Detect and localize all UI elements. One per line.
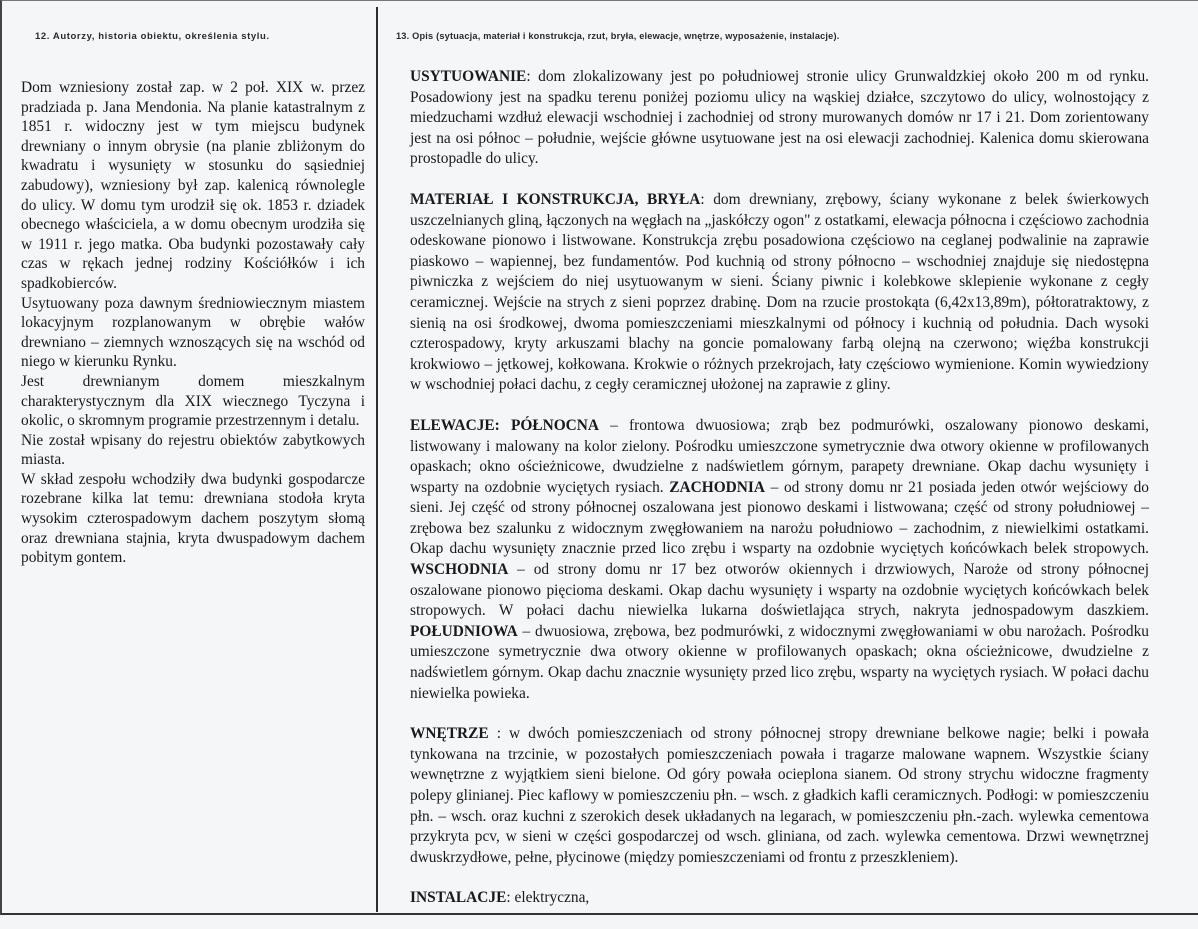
south-elevation-text: – dwuosiowa, zrębowa, bez podmurówki, z widocznymi zwęgłowaniami w obu narożach. Pośrodku umieszczone symetrycznie dwa otwory okienne w profilowanych opaskach; okna ościeżnicowe, dwudzielne z nadświetlem górnym. Okap dachu znacznie wysunięty przed lico zrębu, wsparty na wyciętych rysiach. W połaci dachu niewielka powieka. [410, 622, 1149, 702]
section-13-header: 13. Opis (sytuacja, materiał i konstrukcja, rzut, bryła, elewacje, wnętrze, wyposażenie, instalacje). [396, 31, 840, 41]
section-usytuowanie [410, 67, 1149, 170]
section-material [410, 190, 1149, 396]
section-instalacje [410, 888, 1149, 909]
elewacje-label: ELEWACJE: [410, 416, 500, 434]
history-paragraph: Jest drewnianym domem mieszkalnym charakterystycznym dla XIX wiecznego Tyczyna i okolic, o skromnym programie przestrzennym i detalu. [21, 372, 365, 430]
description-column [410, 67, 1149, 929]
usytuowanie-text: : dom zlokalizowany jest po południowej stronie ulicy Grunwaldzkiej około 200 m od rynku. Posadowiony jest na spadku terenu poniżej poziomu ulicy na wąskiej działce, szczytowo do ulicy, wolnostojący z miedzuchami wzdłuż elewacji wschodniej i zachodniej od strony murowanych domów nr 17 i 21. Dom zorientowany jest na osi północ – południe, wejście główne usytuowane jest na osi elewacji zachodniej. Kalenica domu skierowana prostopadle do ulicy. [410, 68, 1149, 168]
north-elevation-label: PÓŁNOCNA [510, 416, 600, 434]
usytuowanie-label: USYTUOWANIE [410, 68, 527, 85]
history-paragraph: W skład zespołu wchodziły dwa budynki gospodarcze rozebrane kilka lat temu: drewniana stodoła kryta wysokim czterospadowym dachem poszytym słomą oraz drewniana stajnia, kryta dwuspadowym dachem pobitym gontem. [21, 470, 365, 567]
wnetrze-text: : w dwóch pomieszczeniach od strony północnej stropy drewniane belkowe nagie; belki i powała tynkowana na trzcinie, w pozostałych pomieszczeniach powała i tragarze malowane wapnem. Wszystkie ściany wewnętrzne z wyjątkiem sieni bielone. Od góry powała ocieplona sianem. Od strony strychu widoczne fragmenty polepy glinianej. Piec kaflowy w pomieszczeniu płn. – wsch. z gładkich kafli ceramicznych. Podłogi: w pomieszczeniu płn. – wsch. oraz kuchni z szerokich desek układanych na legarach, w pomieszczeniu płn.-zach. wylewka cementowa przykryta pcv, w sieni w części gospodarczej od wsch. gliniana, od zach. wylewka cementowa. Drzwi wewnętrznej dwuskrzydłowe, pełne, płycinowe (między pomieszczeniami od frontu z przeszkleniem). [410, 725, 1149, 866]
west-elevation-label: ZACHODNIA [669, 478, 766, 496]
east-elevation-text: – od strony domu nr 17 bez otworów okiennych i drzwiowych, Naroże od strony północnej oszalowane pionowo pięcioma deskami. Okap dachu wysunięty i wsparty na ozdobnie wyciętych końcówkach belek stropowych. W połaci dachu niewielka lukarna doświetlająca strych, nakryta jednospadowym daszkiem. [410, 561, 1149, 620]
instalacje-label: INSTALACJE [410, 889, 507, 907]
history-paragraph: Dom wzniesiony został zap. w 2 poł. XIX w. przez pradziada p. Jana Mendonia. Na planie katastralnym z 1851 r. widoczny jest w tym miejscu budynek drewniany o innym obrysie (na planie zbliżonym do kwadratu i wysunięty w stosunku do sąsiedniej zabudowy), wzniesiony był zap. kalenicą równolegle do ulicy. W domu tym urodził się ok. 1853 r. dziadek obecnego właściciela, a w domu obecnym urodziła się w 1911 r. jego matka. Oba budynki pozostawały cały czas w rękach jednej rodziny Kościółków i ich spadkobierców. [21, 79, 365, 292]
history-paragraph: Usytuowany poza dawnym średniowiecznym miastem lokacyjnym rozplanowanym w obrębie wałów drewniano – ziemnych wznoszących się na wschód od niego w kierunku Rynku. [21, 294, 365, 371]
section-elewacje [410, 416, 1149, 704]
history-paragraph: Nie został wpisany do rejestru obiektów zabytkowych miasta. [21, 431, 365, 469]
south-elevation-label: POŁUDNIOWA [410, 622, 518, 640]
history-column [21, 78, 365, 568]
east-elevation-label: WSCHODNIA [410, 561, 509, 579]
material-label: MATERIAŁ I KONSTRUKCJA, BRYŁA [410, 190, 701, 208]
west-elevation-text: – od strony domu nr 21 posiada jeden otwór wejściowy do sieni. Jej część od strony północnej oszalowana jest pionowo deskami i listwowana; część od strony południowej – zrębowa bez szalunku z widocznym zwęgłowaniem na narożu południowo – zachodnim, z niewielkimi ostatkami. Okap dachu wysunięty znacznie przed lico zrębu i wsparty na ozdobnie wyciętych końcówkach belek stropowych. [410, 478, 1149, 558]
column-divider [376, 7, 378, 912]
instalacje-text: : elektryczna, [506, 889, 590, 907]
section-wnetrze [410, 724, 1149, 868]
material-text: : dom drewniany, zrębowy, ściany wykonane z belek świerkowych uszczelnianych gliną, łączonych na węgłach na „jaskółczy ogon" z ostatkami, elewacja północna i częściowo zachodnia odeskowane pionowo i listwowane. Konstrukcja zrębu posadowiona częściowo na ceglanej podwalinie na zaprawie piaskowo – wapiennej, bez fundamentów. Pod kuchnią od strony północno – wschodniej znajduje się niedostępna piwniczka z wejściem do niej usytuowanym w sieni. Ściany piwnic i kolebkowe sklepienie wykonane z cegły ceramicznej. Wejście na strych z sieni poprzez drabinę. Dom na rzucie prostokąta (6,42x13,89m), półtoratraktowy, z sienią na osi środkowej, dwoma pomieszczeniami mieszkalnymi od północy i kuchnią od południa. Dach wysoki czterospadowy, kryty arkuszami blachy na goncie pomalowany farbą olejną na czerwono; więźba konstrukcji krokwiowo – jętkowej, kołkowana. Krokwie o różnych przekrojach, łaty częściowo wymienione. Komin wywiedziony w wschodniej połaci dachu, z cegły ceramicznej ułożonej na zaprawie z gliny. [410, 190, 1149, 394]
wnetrze-label: WNĘTRZE [410, 725, 489, 743]
north-elevation-text: – frontowa dwuosiowa; zrąb bez podmurówki, oszalowany pionowo deskami, listwowany i malowany na kolor zielony. Pośrodku umieszczone symetrycznie dwa otwory okienne w profilowanych opaskach; okno ościeżnicowe, dwudzielne z nadświetlem górnym, parapety drewniane. Okap dachu wysunięty i wsparty na ozdobnie wyciętych rysiach. [410, 416, 1149, 496]
section-12-header: 12. Autorzy, historia obiektu, określenia stylu. [35, 31, 270, 42]
